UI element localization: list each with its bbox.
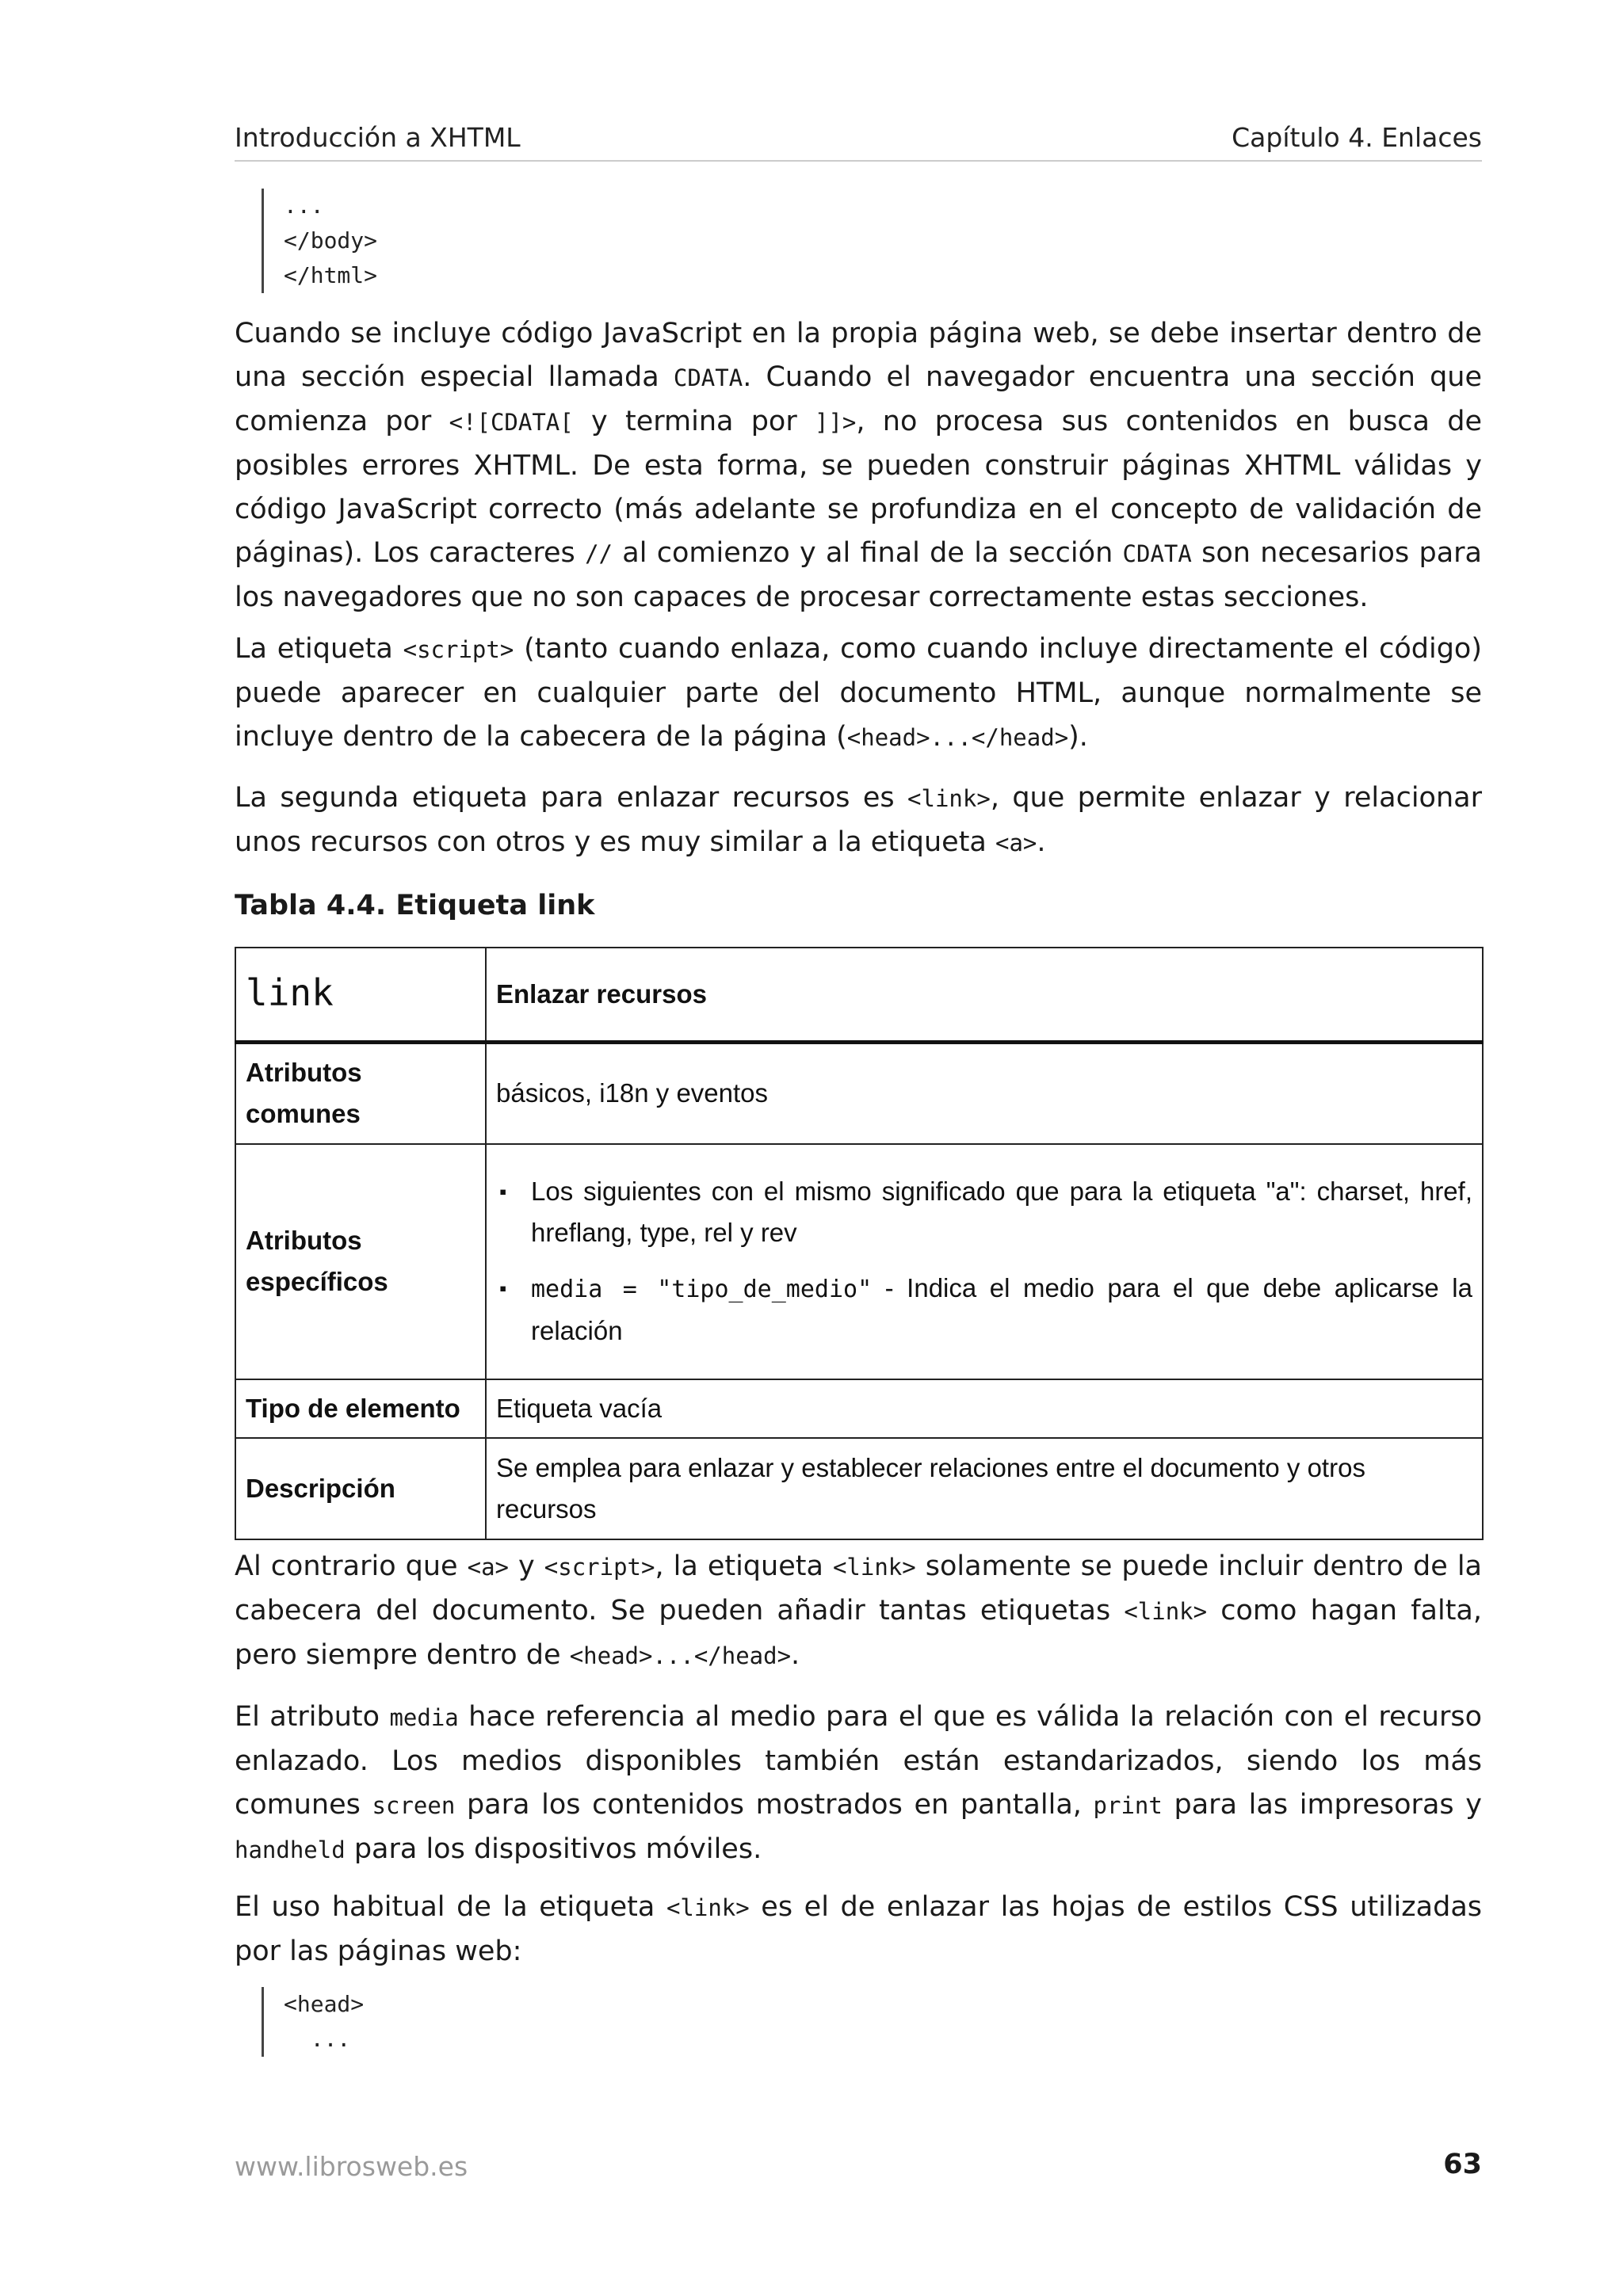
inline-code: <![CDATA[: [449, 409, 574, 436]
chapter-title: Capítulo 4. Enlaces: [1232, 122, 1482, 153]
inline-code: media = "tipo_de_medio": [531, 1276, 873, 1303]
list-item: ▪ media = "tipo_de_medio" - Indica el medio para el que debe aplicarse la relación: [531, 1268, 1472, 1352]
table-header-row: [235, 948, 1483, 1043]
code-line: </body>: [284, 227, 378, 254]
inline-code: CDATA: [1122, 540, 1192, 567]
attribute-list: [496, 1171, 1472, 1352]
table-row: [235, 1379, 1483, 1438]
inline-code: CDATA: [673, 364, 743, 391]
page-number: 63: [1443, 2149, 1482, 2180]
paragraph-link-intro: La segunda etiqueta para enlazar recursos es <link>, que permite enlazar y relacionar unos recursos con otros y es muy similar a la etiqueta <a>.: [235, 782, 1482, 858]
footer-site-link[interactable]: www.librosweb.es: [235, 2151, 468, 2182]
table-row: [235, 1144, 1483, 1379]
inline-code: <link>: [1124, 1598, 1208, 1625]
code-block-top: [262, 189, 377, 293]
code-block-bottom: [262, 1987, 364, 2057]
tag-name-cell: link: [235, 948, 486, 1043]
paragraph-script-tag: La etiqueta <script> (tanto cuando enlaza, como cuando incluye directamente el código) puede aparecer en cualquier parte del documento HTML, aunque normalmente se incluye dentro de la cabecera de la página (<head>...</head>).: [235, 633, 1482, 753]
row-label: Atributos comunes: [235, 1043, 486, 1144]
paragraph-link-head: Al contrario que <a> y <script>, la etiqueta <link> solamente se puede incluir dentro de la cabecera del documento. Se pueden añadir tantas etiquetas <link> como hagan falta, pero siempre dentro de <head>...</head>.: [235, 1550, 1483, 1671]
row-label: Atributos específicos: [235, 1144, 486, 1379]
paragraph-cdata: Cuando se incluye código JavaScript en la propia página web, se debe insertar dentro de una sección especial llamada CDATA. Cuando el navegador encuentra una sección que comienza por <![CDATA[ y termina por ]]>, no procesa sus contenidos en busca de posibles errores XHTML. De esta forma, se pueden construir páginas XHTML válidas y código JavaScript correcto (más adelante se profundiza en el concepto de validación de páginas). Los caracteres // al comienzo y al final de la sección CDATA son necesarios para los navegadores que no son capaces de procesar correctamente estas secciones.: [235, 318, 1483, 613]
list-item: ▪ Los siguientes con el mismo significado que para la etiqueta "a": charset, href, hreflang, type, rel y rev: [531, 1171, 1472, 1253]
table-caption: Tabla 4.4. Etiqueta link: [235, 890, 595, 921]
row-label: Tipo de elemento: [235, 1379, 486, 1438]
inline-code: ]]>: [815, 409, 857, 436]
inline-code: screen: [372, 1792, 456, 1819]
code-line: </html>: [284, 262, 378, 288]
row-label: Descripción: [235, 1438, 486, 1539]
inline-code: <a>: [467, 1554, 509, 1581]
tag-summary-cell: Enlazar recursos: [486, 948, 1483, 1043]
inline-code: <link>: [666, 1894, 750, 1921]
table-row: [235, 1438, 1483, 1539]
inline-code: <link>: [907, 785, 991, 812]
table-row: [235, 1043, 1483, 1144]
inline-code: handheld: [235, 1836, 346, 1863]
row-value: Etiqueta vacía: [486, 1379, 1483, 1438]
code-line: ...: [284, 2026, 351, 2052]
row-value: [486, 1144, 1483, 1379]
paragraph-link-usage: El uso habitual de la etiqueta <link> es el de enlazar las hojas de estilos CSS utilizadas por las páginas web:: [235, 1891, 1483, 1967]
row-value: básicos, i18n y eventos: [486, 1043, 1483, 1144]
page-header: [235, 116, 1482, 162]
book-title: Introducción a XHTML: [235, 122, 521, 153]
row-value: Se emplea para enlazar y establecer relaciones entre el documento y otros recursos: [486, 1438, 1483, 1539]
code-line: ...: [284, 193, 324, 219]
inline-code: print: [1093, 1792, 1163, 1819]
code-line: <head>: [284, 1991, 365, 2017]
inline-code: <head>...</head>: [569, 1642, 792, 1669]
inline-code: //: [585, 540, 613, 567]
inline-code: <link>: [832, 1554, 916, 1581]
inline-code: media: [389, 1704, 459, 1731]
paragraph-media-attr: El atributo media hace referencia al medio para el que es válida la relación con el recurso enlazado. Los medios disponibles también están estandarizados, siendo los más comunes screen para los contenidos mostrados en pantalla, print para las impresoras y handheld para los dispositivos móviles.: [235, 1701, 1482, 1865]
inline-code: <a>: [995, 830, 1037, 856]
inline-code: <script>: [544, 1554, 655, 1581]
link-tag-table: [235, 947, 1484, 1540]
inline-code: <head>...</head>: [846, 724, 1069, 751]
inline-code: <script>: [403, 636, 514, 663]
